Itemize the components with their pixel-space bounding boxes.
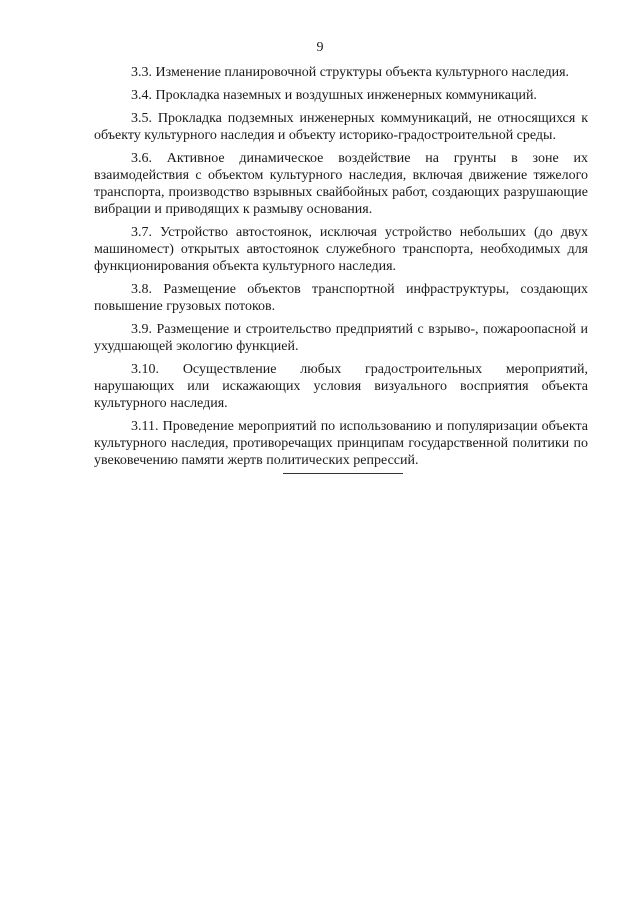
paragraph-3-6: 3.6. Активное динамическое воздействие на грунты в зоне их взаимодействия с объектом культурного наследия, включая движение тяжелого транспорта, производство взрывных свайбойных работ, создающих разрушающие вибрации и приводящих к размыву основания. (94, 151, 588, 217)
end-divider-line (283, 473, 403, 474)
paragraph-3-8: 3.8. Размещение объектов транспортной инфраструктуры, создающих повышение грузовых потоков. (94, 282, 588, 314)
paragraph-3-10: 3.10. Осуществление любых градостроительных мероприятий, нарушающих или искажающих условия визуального восприятия объекта культурного наследия. (94, 362, 588, 411)
paragraph-3-5: 3.5. Прокладка подземных инженерных коммуникаций, не относящихся к объекту культурного наследия и объекту историко-градостроительной среды. (94, 111, 588, 143)
paragraph-3-9: 3.9. Размещение и строительство предприятий с взрыво-, пожароопасной и ухудшающей экологию функцией. (94, 322, 588, 354)
document-body (94, 64, 588, 475)
paragraph-3-3: 3.3. Изменение планировочной структуры объекта культурного наследия. (131, 65, 570, 80)
paragraph-3-7: 3.7. Устройство автостоянок, исключая устройство небольших (до двух машиномест) открытых автостоянок служебного транспорта, необходимых для функционирования объекта культурного наследия. (94, 225, 588, 274)
paragraph-3-11: 3.11. Проведение мероприятий по использованию и популяризации объекта культурного наследия, противоречащих принципам государственной политики по увековечению памяти жертв политических репрессий. (94, 419, 588, 468)
paragraph-3-4: 3.4. Прокладка наземных и воздушных инженерных коммуникаций. (131, 88, 537, 103)
page-number: 9 (316, 40, 324, 55)
